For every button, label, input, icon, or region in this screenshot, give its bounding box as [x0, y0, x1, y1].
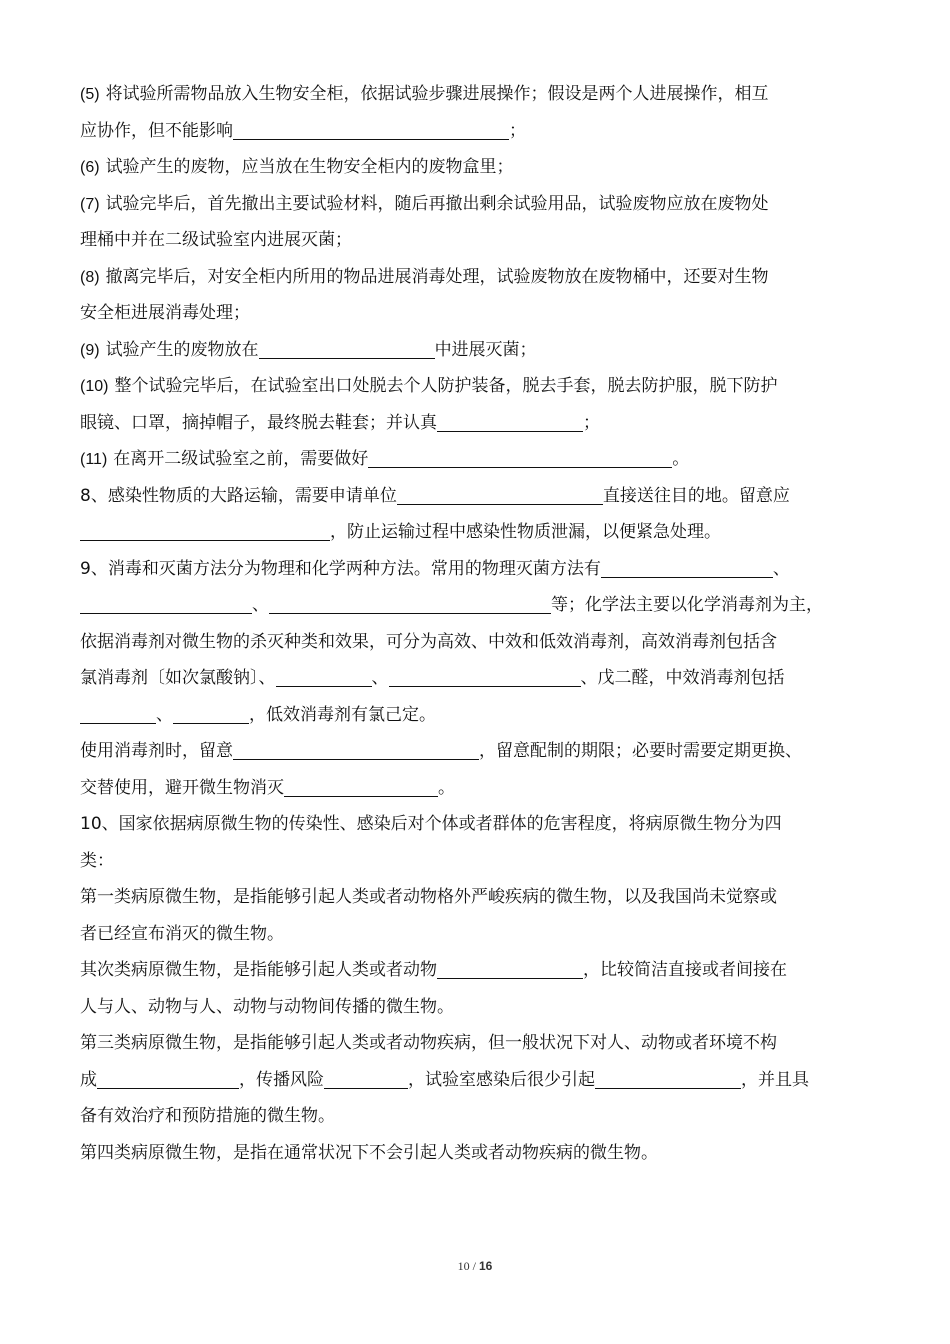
- text-line: [80, 843, 872, 880]
- page-separator: /: [469, 1259, 479, 1273]
- line-text: 8、感染性物质的大路运输，需要申请单位: [80, 485, 397, 506]
- line-text: 试验产生的废物，应当放在生物安全柜内的废物盒里；: [105, 157, 514, 177]
- line-text: 中进展灭菌；: [434, 339, 537, 360]
- line-text: 交替使用，避开微生物消灭: [80, 777, 284, 798]
- line-text: 安全柜进展消毒处理；: [80, 303, 250, 323]
- text-line: [80, 113, 872, 150]
- text-line: [80, 405, 872, 442]
- fill-in-blank[interactable]: [80, 520, 330, 541]
- line-text: 眼镜、口罩，摘掉帽子，最终脱去鞋套；并认真: [80, 412, 437, 433]
- line-text: 、: [371, 668, 389, 688]
- line-text: 。: [672, 449, 690, 469]
- line-text: 、: [252, 595, 269, 615]
- line-text: ；: [509, 120, 526, 141]
- fill-in-blank[interactable]: [437, 411, 583, 432]
- item-number: (7): [80, 195, 100, 213]
- line-text: 第一类病原微生物，是指能够引起人类或者动物格外严峻疾病的微生物，以及我国尚未觉察或: [80, 887, 777, 907]
- fill-in-blank[interactable]: [269, 593, 551, 614]
- document-body: [80, 76, 872, 1171]
- fill-in-blank[interactable]: [233, 119, 509, 140]
- text-line: [80, 697, 872, 734]
- text-line: [80, 806, 872, 843]
- line-text: 备有效治疗和预防措施的微生物。: [80, 1106, 335, 1126]
- fill-in-blank[interactable]: [80, 703, 156, 724]
- line-text: 者已经宣布消灭的微生物。: [80, 923, 284, 944]
- page-total: 16: [478, 1259, 493, 1273]
- line-text: 应协作，但不能影响: [80, 120, 233, 141]
- line-text: 将试验所需物品放入生物安全柜，依据试验步骤进展操作；假设是两个人进展操作，相互: [105, 84, 769, 104]
- text-line: [80, 952, 872, 989]
- line-text: 成: [80, 1069, 97, 1090]
- line-text: 9、消毒和灭菌方法分为物理和化学两种方法。常用的物理灭菌方法有: [80, 558, 601, 579]
- item-number: (6): [80, 159, 100, 176]
- text-line: [80, 879, 872, 916]
- line-text: ，留意配制的期限；必要时需要定期更换、: [479, 741, 802, 761]
- fill-in-blank[interactable]: [397, 484, 603, 505]
- text-line: [80, 989, 872, 1026]
- fill-in-blank[interactable]: [368, 447, 672, 468]
- text-line: [80, 368, 872, 405]
- text-line: [80, 660, 872, 697]
- text-line: [80, 295, 872, 332]
- line-text: 理桶中并在二级试验室内进展灭菌；: [80, 230, 352, 250]
- line-text: 人与人、动物与人、动物与动物间传播的微生物。: [80, 996, 454, 1017]
- text-line: [80, 1062, 872, 1099]
- line-text: ；: [583, 412, 600, 433]
- text-line: [80, 478, 872, 515]
- line-text: 、: [772, 558, 790, 579]
- text-line: [80, 76, 872, 113]
- text-line: [80, 770, 872, 807]
- line-text: 、: [156, 704, 173, 725]
- line-text: 依据消毒剂对微生物的杀灭种类和效果，可分为高效、中效和低效消毒剂，高效消毒剂包括含: [80, 631, 777, 652]
- text-line: [80, 259, 872, 296]
- line-text: ，防止运输过程中感染性物质泄漏，以便紧急处理。: [330, 522, 721, 542]
- line-text: 其次类病原微生物，是指能够引起人类或者动物: [80, 960, 437, 980]
- page-current: 10: [457, 1259, 470, 1273]
- line-text: 在离开二级试验室之前，需要做好: [113, 449, 369, 469]
- text-line: [80, 186, 872, 223]
- fill-in-blank[interactable]: [80, 593, 252, 614]
- text-line: [80, 332, 872, 369]
- text-line: [80, 1098, 872, 1135]
- text-line: [80, 441, 872, 478]
- fill-in-blank[interactable]: [259, 338, 435, 359]
- fill-in-blank[interactable]: [595, 1068, 741, 1089]
- fill-in-blank[interactable]: [601, 557, 773, 578]
- fill-in-blank[interactable]: [233, 739, 479, 760]
- line-text: 直接送往目的地。留意应: [602, 485, 790, 506]
- line-text: 10、国家依据病原微生物的传染性、感染后对个体或者群体的危害程度，将病原微生物分为四: [80, 814, 782, 834]
- line-text: 、戊二醛，中效消毒剂包括: [580, 668, 785, 688]
- fill-in-blank[interactable]: [284, 776, 438, 797]
- page-number: [0, 1259, 950, 1274]
- fill-in-blank[interactable]: [389, 666, 581, 687]
- line-text: ，比较简洁直接或者间接在: [583, 960, 787, 980]
- line-text: ，低效消毒剂有氯己定。: [249, 704, 436, 725]
- text-line: [80, 514, 872, 551]
- line-text: ，传播风险: [239, 1069, 324, 1090]
- line-text: 使用消毒剂时，留意: [80, 741, 233, 761]
- item-number: (9): [80, 341, 100, 359]
- fill-in-blank[interactable]: [173, 703, 249, 724]
- line-text: ，试验室感染后很少引起: [408, 1069, 595, 1090]
- text-line: [80, 916, 872, 953]
- fill-in-blank[interactable]: [324, 1068, 408, 1089]
- item-number: (5): [80, 86, 100, 103]
- fill-in-blank[interactable]: [97, 1068, 239, 1089]
- line-text: 。: [438, 777, 455, 798]
- line-text: 试验产生的废物放在: [105, 339, 259, 360]
- fill-in-blank[interactable]: [276, 666, 372, 687]
- text-line: [80, 1135, 872, 1172]
- line-text: 整个试验完毕后，在试验室出口处脱去个人防护装备，脱去手套，脱去防护服，脱下防护: [114, 376, 778, 396]
- line-text: 等；化学法主要以化学消毒剂为主，: [551, 595, 823, 615]
- fill-in-blank[interactable]: [437, 958, 583, 979]
- line-text: 氯消毒剂〔如次氯酸钠〕、: [80, 668, 276, 688]
- text-line: [80, 1025, 872, 1062]
- text-line: [80, 587, 872, 624]
- item-number: (10): [80, 378, 109, 395]
- line-text: ，并且具: [741, 1069, 809, 1090]
- text-line: [80, 222, 872, 259]
- line-text: 类：: [80, 850, 114, 871]
- line-text: 第三类病原微生物，是指能够引起人类或者动物疾病，但一般状况下对人、动物或者环境不构: [80, 1033, 777, 1053]
- line-text: 第四类病原微生物，是指在通常状况下不会引起人类或者动物疾病的微生物。: [80, 1142, 658, 1163]
- text-line: [80, 624, 872, 661]
- text-line: [80, 149, 872, 186]
- line-text: 撤离完毕后，对安全柜内所用的物品进展消毒处理，试验废物放在废物桶中，还要对生物: [105, 266, 769, 287]
- text-line: [80, 733, 872, 770]
- item-number: (11): [80, 451, 108, 468]
- text-line: [80, 551, 872, 588]
- item-number: (8): [80, 268, 100, 286]
- line-text: 试验完毕后，首先撤出主要试验材料，随后再撤出剩余试验用品，试验废物应放在废物处: [105, 193, 769, 214]
